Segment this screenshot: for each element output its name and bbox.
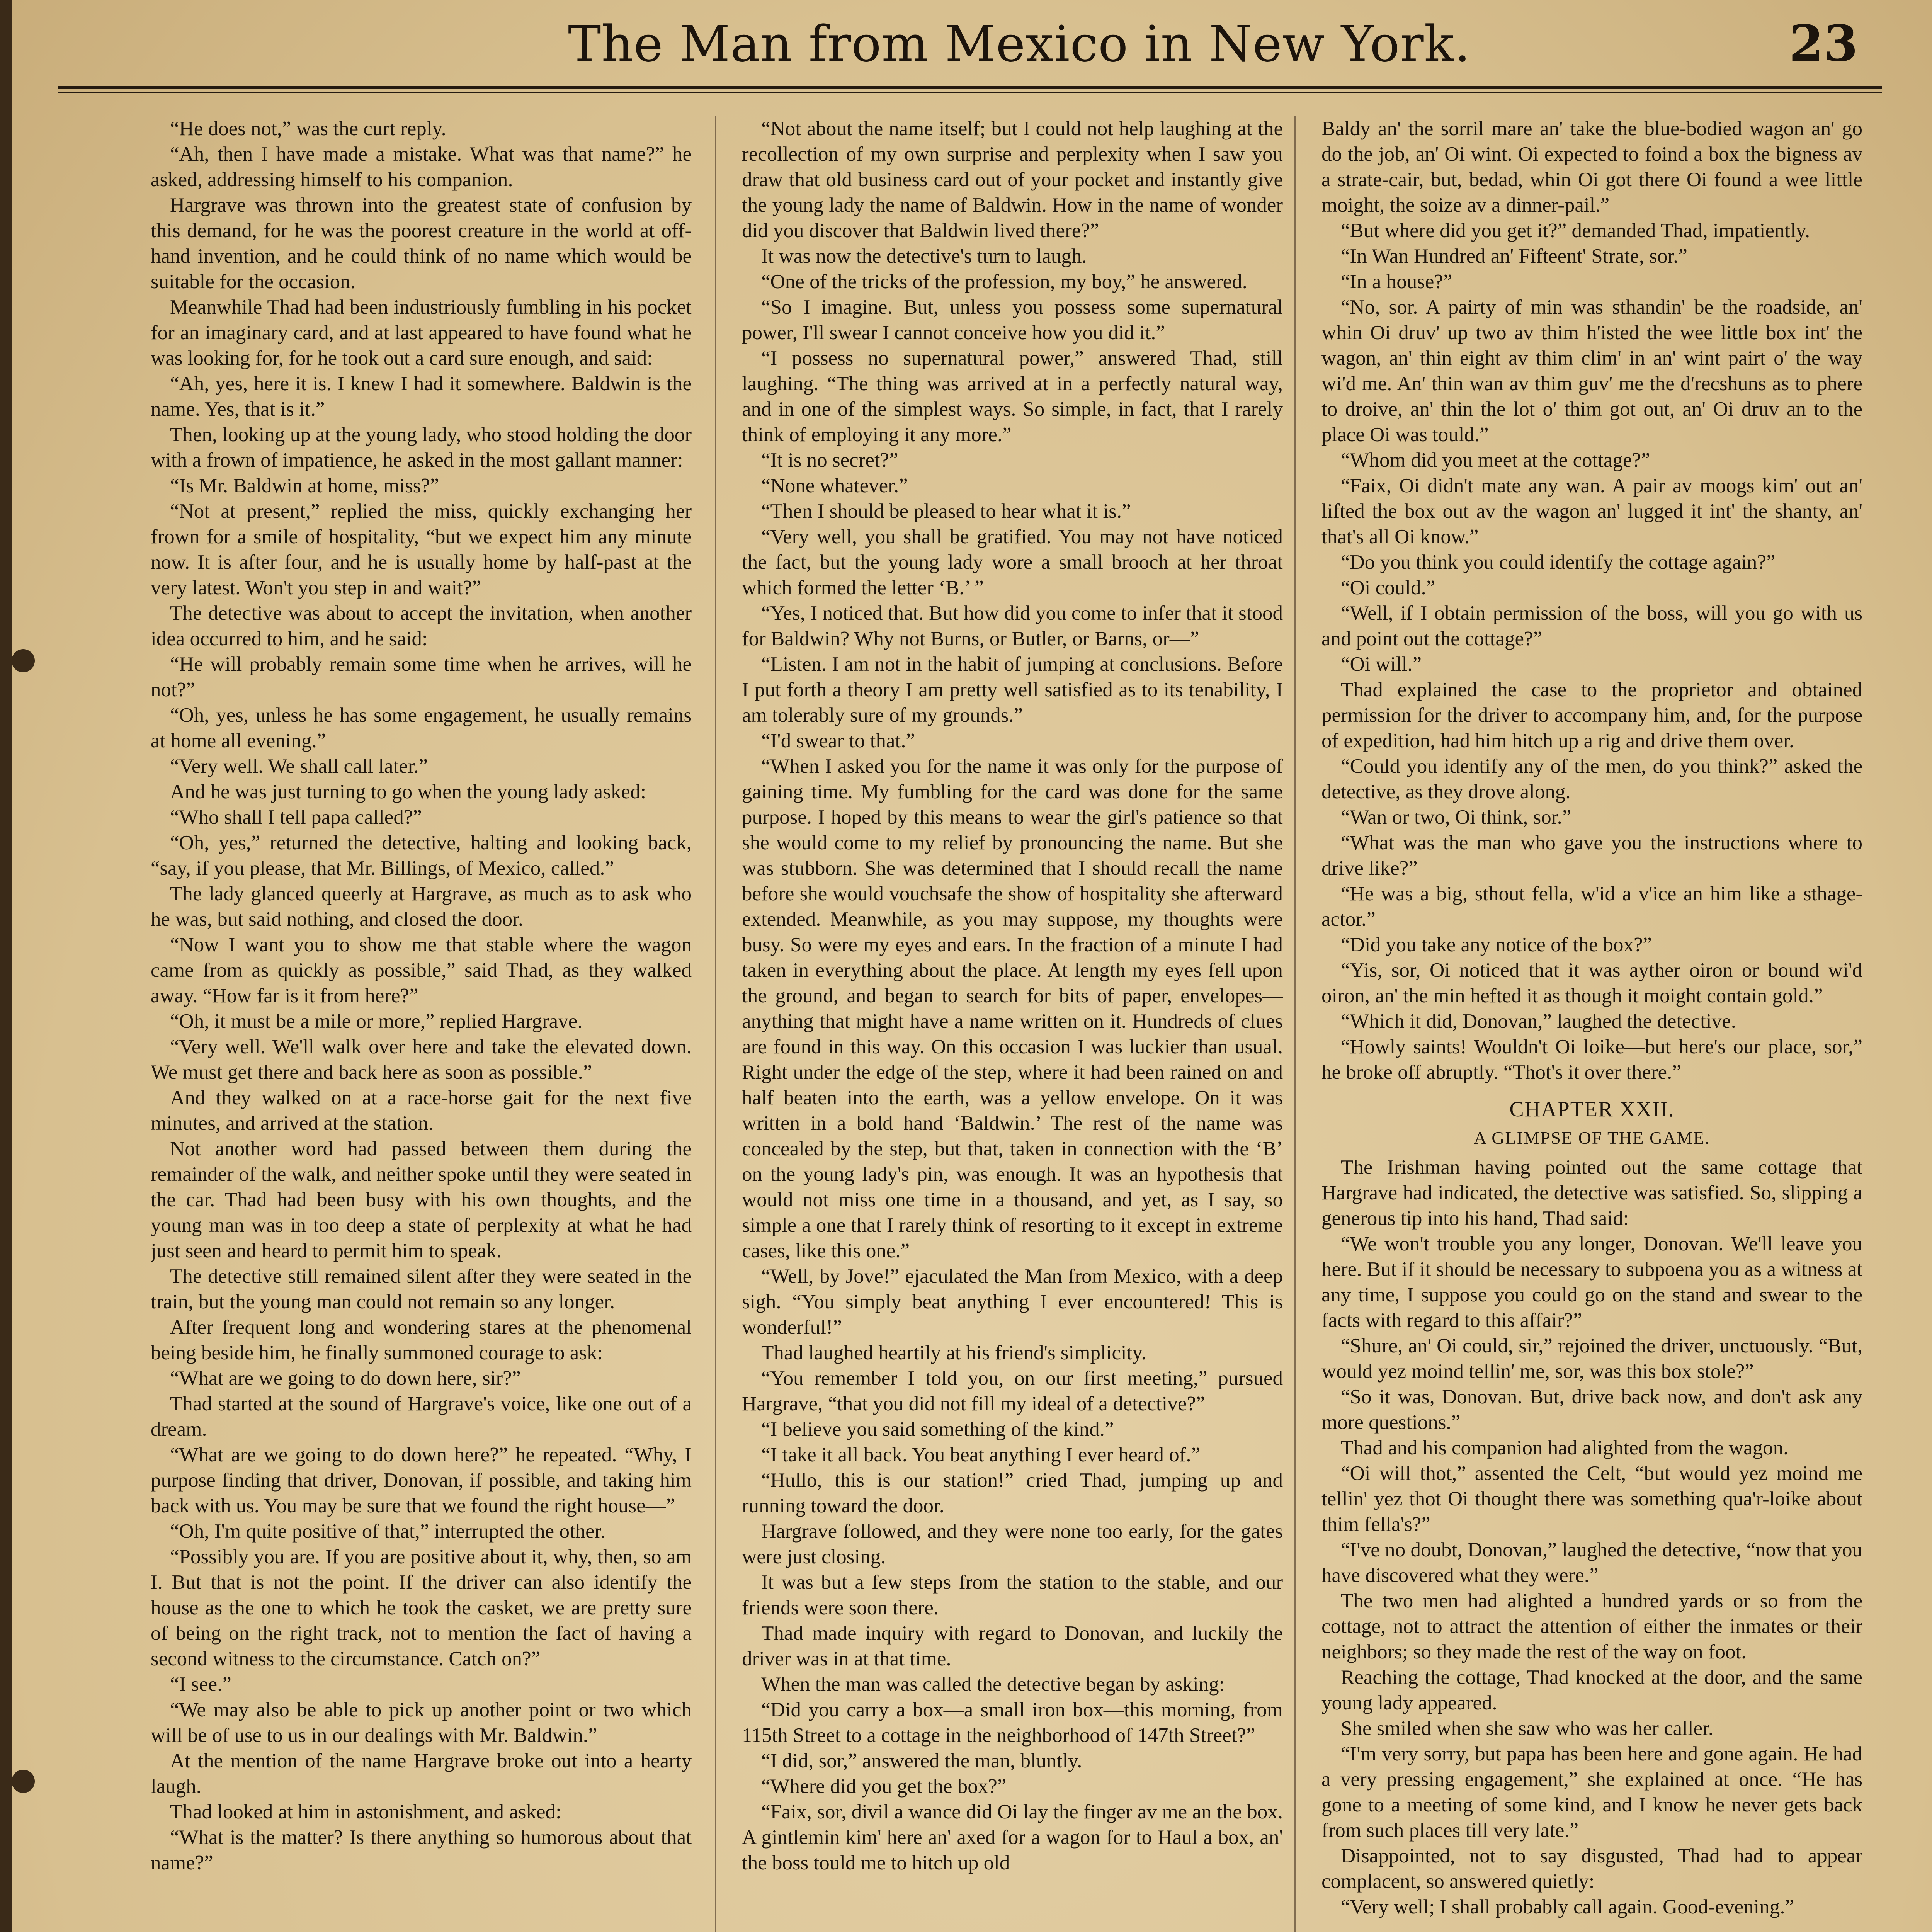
paragraph: “I believe you said something of the kind.”: [761, 1418, 1114, 1440]
paragraph: “Oh, yes,” returned the detective, halting and looking back, “say, if you please, that Mr. Billings, of Mexico, called.”: [151, 832, 692, 879]
paragraph: “Who shall I tell papa called?”: [170, 806, 422, 828]
paragraph: The lady glanced queerly at Hargrave, as much as to ask who he was, but said nothing, and closed the door.: [151, 883, 692, 930]
paragraph: “Oh, I'm quite positive of that,” interrupted the other.: [170, 1520, 605, 1543]
paragraph: Hargrave was thrown into the greatest state of confusion by this demand, for he was the poorest creature in the world at off-hand invention, and he could think of no name which would be suitable for the occasion.: [151, 194, 692, 293]
paragraph: “When I asked you for the name it was only for the purpose of gaining time. My fumbling for the card was done for the same purpose. I hoped by this means to wear the girl's patience so that she would come to my relief by pronouncing the name. But she was stubborn. She was determined that I should recall the name before she would vouchsafe the show of hospitality she afterward extended. Meanwhile, as you may suppose, my thoughts were busy. So were my eyes and ears. In the fraction of a minute I had taken in everything about the place. At length my eyes fell upon the ground, and began to search for bits of paper, envelopes—anything that might have a name written on it. Hundreds of clues are found in this way. On this occasion I was luckier than usual. Right under the edge of the step, where it had been rained on and half beaten into the earth, was a yellow envelope. On it was written in a bold hand ‘Baldwin.’ The rest of the name was concealed by the step, but that, taken in connection with the ‘B’ on the young lady's pin, was enough. It was an hypothesis that would not miss one time in a thousand, and yet, as I say, so simple a one that I rarely think of resorting to it except in extreme cases, like this one.”: [742, 755, 1283, 1262]
paragraph: “But where did you get it?” demanded Thad, impatiently.: [1341, 219, 1810, 242]
paragraph: It was but a few steps from the station to the stable, and our friends were soon there.: [742, 1571, 1283, 1619]
paragraph: “Faix, Oi didn't mate any wan. A pair av moogs kim' out an' lifted the box out av the wagon an' lugged it int' the shanty, an' that's all Oi know.”: [1321, 474, 1862, 548]
paragraph: “I take it all back. You beat anything I ever heard of.”: [761, 1444, 1201, 1466]
paragraph: “What is the matter? Is there anything so humorous about that name?”: [151, 1826, 692, 1874]
paragraph: “You remember I told you, on our first meeting,” pursued Hargrave, “that you did not fill my ideal of a detective?”: [742, 1367, 1283, 1415]
paragraph: “Which it did, Donovan,” laughed the detective.: [1341, 1010, 1736, 1032]
paragraph: “Not about the name itself; but I could not help laughing at the recollection of my own surprise and perplexity when I saw you draw that old business card out of your pocket and instantly give the young lady the name of Baldwin. How in the name of wonder did you discover that Baldwin lived there?”: [742, 117, 1283, 242]
paragraph: “Well, if I obtain permission of the boss, will you go with us and point out the cottage?”: [1321, 602, 1862, 650]
paragraph: “Yis, sor, Oi noticed that it was ayther oiron or bound wi'd oiron, an' the min hefted it as though it moight contain gold.”: [1321, 959, 1862, 1007]
paragraph: And they walked on at a race-horse gait for the next five minutes, and arrived at the station.: [151, 1087, 692, 1134]
paragraph: “Hullo, this is our station!” cried Thad, jumping up and running toward the door.: [742, 1469, 1283, 1517]
paragraph: “Ah, then I have made a mistake. What was that name?” he asked, addressing himself to his companion.: [151, 143, 692, 191]
paragraph: “So I imagine. But, unless you possess some supernatural power, I'll swear I cannot conceive how you did it.”: [742, 296, 1283, 344]
paragraph: Reaching the cottage, Thad knocked at the door, and the same young lady appeared.: [1321, 1666, 1862, 1714]
paragraph: “Yes, I noticed that. But how did you come to infer that it stood for Baldwin? Why not Burns, or Butler, or Barns, or—”: [742, 602, 1283, 650]
paragraph: “Where did you get the box?”: [761, 1775, 1007, 1798]
paragraph: “Listen. I am not in the habit of jumping at conclusions. Before I put forth a theory I am pretty well satisfied as to its tenability, I am tolerably sure of my grounds.”: [742, 653, 1283, 726]
paragraph: When the man was called the detective began by asking:: [761, 1673, 1225, 1696]
paragraph: Thad made inquiry with regard to Donovan, and luckily the driver was in at that time.: [742, 1622, 1283, 1670]
paragraph: The Irishman having pointed out the same cottage that Hargrave had indicated, the detective was satisfied. So, slipping a generous tip into his hand, Thad said:: [1321, 1156, 1862, 1230]
paragraph: “Oh, yes, unless he has some engagement, he usually remains at home all evening.”: [151, 704, 692, 752]
paragraph: “I see.”: [170, 1673, 231, 1696]
paragraph: “Oi will thot,” assented the Celt, “but would yez moind me tellin' yez thot Oi thought there was something qua'r-loike about thim fella's?”: [1321, 1462, 1862, 1536]
column-divider: [715, 116, 716, 1932]
paragraph: “I'm very sorry, but papa has been here and gone again. He had a very pressing engagement,” she explained at once. “He has gone to a meeting of some kind, and I know he never gets back from such places till very late.”: [1321, 1743, 1862, 1842]
paragraph: “Whom did you meet at the cottage?”: [1341, 449, 1650, 471]
paragraph: “Could you identify any of the men, do you think?” asked the detective, as they drove along.: [1321, 755, 1862, 803]
paragraph: “Now I want you to show me that stable where the wagon came from as quickly as possible,” said Thad, as they walked away. “How far is it from here?”: [151, 934, 692, 1007]
paragraph: “Did you take any notice of the box?”: [1341, 934, 1652, 956]
chapter-heading: CHAPTER XXII.: [1509, 1097, 1675, 1121]
paragraph: “Wan or two, Oi think, sor.”: [1341, 806, 1571, 828]
chapter-subtitle: A GLIMPSE OF THE GAME.: [1474, 1128, 1710, 1148]
paragraph: “It is no secret?”: [761, 449, 898, 471]
paragraph: Then, looking up at the young lady, who stood holding the door with a frown of impatience, he asked in the most gallant manner:: [151, 423, 692, 471]
paragraph: “None whatever.”: [761, 474, 908, 497]
paragraph: “In Wan Hundred an' Fifteent' Strate, sor.”: [1341, 245, 1687, 267]
paragraph: “One of the tricks of the profession, my boy,” he answered.: [761, 270, 1247, 293]
paragraph: It was now the detective's turn to laugh.: [761, 245, 1087, 267]
paragraph: “Very well; I shall probably call again. Good-evening.”: [1341, 1896, 1794, 1918]
paragraph: “Shure, an' Oi could, sir,” rejoined the driver, unctuously. “But, would yez moind tellin' me, sor, was this box stole?”: [1321, 1335, 1862, 1383]
paragraph: “What was the man who gave you the instructions where to drive like?”: [1321, 832, 1862, 879]
text-column-1: [151, 116, 692, 1932]
paragraph: “Howly saints! Wouldn't Oi loike—but here's our place, sor,” he broke off abruptly. “Thot's it over there.”: [1321, 1036, 1862, 1083]
paragraph: “Ah, yes, here it is. I knew I had it somewhere. Baldwin is the name. Yes, that is it.”: [151, 372, 692, 420]
paragraph: Hargrave followed, and they were none too early, for the gates were just closing.: [742, 1520, 1283, 1568]
paragraph: “He will probably remain some time when he arrives, will he not?”: [151, 653, 692, 701]
paragraph: “Then I should be pleased to hear what it is.”: [761, 500, 1131, 522]
paragraph: Thad and his companion had alighted from the wagon.: [1341, 1437, 1789, 1459]
paragraph: “I'd swear to that.”: [761, 730, 915, 752]
paragraph: Thad explained the case to the proprietor and obtained permission for the driver to accompany him, and, for the purpose of expedition, had him hitch up a rig and drive them over.: [1321, 679, 1862, 752]
paragraph: “No, sor. A pairty of min was sthandin' be the roadside, an' whin Oi druv' up two av thim h'isted the wee little box int' the wagon, an' thin eight av thim clim' in an' wint pairt o' the way wi'd me. An' thin wan av thim guv' me the d'recshuns as to phere to droive, an' thin the lot o' thim got out, an' Oi druv an to the place Oi was tould.”: [1321, 296, 1862, 446]
page-number: 23: [1789, 15, 1858, 73]
paragraph: She smiled when she saw who was her caller.: [1341, 1717, 1714, 1740]
text-column-2: [742, 116, 1283, 1932]
paragraph: “Well, by Jove!” ejaculated the Man from Mexico, with a deep sigh. “You simply beat anything I ever encountered! This is wonderful!”: [742, 1265, 1283, 1338]
binding-hole: [12, 649, 35, 672]
header-rule: [58, 86, 1882, 89]
paragraph: “He was a big, sthout fella, w'id a v'ice an him like a sthage-actor.”: [1321, 883, 1862, 930]
paragraph: At the mention of the name Hargrave broke out into a hearty laugh.: [151, 1750, 692, 1798]
column-divider: [1294, 116, 1296, 1932]
paragraph: Not another word had passed between them during the remainder of the walk, and neither spoke until they were seated in the car. Thad had been busy with his own thoughts, and the young man was in too deep a state of perplexity at what he had just seen and heard to permit him to speak.: [151, 1138, 692, 1262]
paragraph: “I did, sor,” answered the man, bluntly.: [761, 1750, 1082, 1772]
paragraph: “Oh, it must be a mile or more,” replied Hargrave.: [170, 1010, 583, 1032]
paragraph: “Do you think you could identify the cottage again?”: [1341, 551, 1776, 573]
paragraph: Thad started at the sound of Hargrave's voice, like one out of a dream.: [151, 1393, 692, 1440]
paragraph: Baldy an' the sorril mare an' take the blue-bodied wagon an' go do the job, an' Oi wint. Oi expected to foind a box the bigness av a strate-cair, but, bedad, whin Oi got there Oi found a wee little moight, the soize av a dinner-pail.”: [1321, 117, 1862, 216]
paragraph: And he was just turning to go when the young lady asked:: [170, 781, 646, 803]
paragraph: The detective still remained silent after they were seated in the train, but the young man could not remain so any longer.: [151, 1265, 692, 1313]
paragraph: “I've no doubt, Donovan,” laughed the detective, “now that you have discovered what they were.”: [1321, 1539, 1862, 1587]
paragraph: “Faix, sor, divil a wance did Oi lay the finger av me an the box. A gintlemin kim' here an' axed for a wagon for to Haul a box, an' the boss tould me to hitch up old: [742, 1801, 1283, 1874]
paragraph: Thad laughed heartily at his friend's simplicity.: [761, 1342, 1146, 1364]
paragraph: “Possibly you are. If you are positive about it, why, then, so am I. But that is not the point. If the driver can also identify the house as the one to which he took the casket, we are pretty sure of being on the right track, not to mention the fact of having a second witness to the circumstance. Catch on?”: [151, 1546, 692, 1670]
paragraph: “We may also be able to pick up another point or two which will be of use to us in our dealings with Mr. Baldwin.”: [151, 1699, 692, 1747]
paragraph: “So it was, Donovan. But, drive back now, and don't ask any more questions.”: [1321, 1386, 1862, 1434]
paragraph: “Not at present,” replied the miss, quickly exchanging her frown for a smile of hospitality, “but we expect him any minute now. It is after four, and he is usually home by half-past at the very latest. Won't you step in and wait?”: [151, 500, 692, 599]
page-header: [12, 0, 1932, 97]
paragraph: “Oi could.”: [1341, 577, 1435, 599]
paragraph: “What are we going to do down here, sir?”: [170, 1367, 521, 1389]
paragraph: “I possess no supernatural power,” answered Thad, still laughing. “The thing was arrived at in a perfectly natural way, and in one of the simplest ways. So simple, in fact, that I rarely think of employing it any more.”: [742, 347, 1283, 446]
paragraph: “We won't trouble you any longer, Donovan. We'll leave you here. But if it should be necessary to subpoena you as a witness at any time, I suppose you could go on the stand and swear to the facts with regard to this affair?”: [1321, 1233, 1862, 1332]
paragraph: “In a house?”: [1341, 270, 1452, 293]
binding-hole: [12, 1770, 35, 1793]
header-rule-thin: [58, 92, 1882, 93]
paragraph: Meanwhile Thad had been industriously fumbling in his pocket for an imaginary card, and at last appeared to have found what he was looking for, for he took out a card sure enough, and said:: [151, 296, 692, 369]
text-column-3: [1321, 116, 1862, 1932]
paragraph: “Very well. We'll walk over here and take the elevated down. We must get there and back here as soon as possible.”: [151, 1036, 692, 1083]
paragraph: “Very well. We shall call later.”: [170, 755, 428, 777]
paragraph: Disappointed, not to say disgusted, Thad had to appear complacent, so answered quietly:: [1321, 1845, 1862, 1893]
paragraph: The detective was about to accept the invitation, when another idea occurred to him, and he said:: [151, 602, 692, 650]
running-title: The Man from Mexico in New York.: [568, 15, 1471, 73]
paragraph: Thad looked at him in astonishment, and asked:: [170, 1801, 561, 1823]
paragraph: “What are we going to do down here?” he repeated. “Why, I purpose finding that driver, Donovan, if possible, and taking him back with us. You may be sure that we found the right house—”: [151, 1444, 692, 1517]
paragraph: After frequent long and wondering stares at the phenomenal being beside him, he finally summoned courage to ask:: [151, 1316, 692, 1364]
paragraph: “Oi will.”: [1341, 653, 1422, 675]
magazine-page: [12, 0, 1932, 1932]
paragraph: The two men had alighted a hundred yards or so from the cottage, not to attract the attention of either the inmates or their neighbors; so they made the rest of the way on foot.: [1321, 1590, 1862, 1663]
paragraph: “Is Mr. Baldwin at home, miss?”: [170, 474, 439, 497]
paragraph: “Very well, you shall be gratified. You may not have noticed the fact, but the young lady wore a small brooch at her throat which formed the letter ‘B.’ ”: [742, 526, 1283, 599]
paragraph: “Did you carry a box—a small iron box—this morning, from 115th Street to a cottage in the neighborhood of 147th Street?”: [742, 1699, 1283, 1747]
paragraph: “He does not,” was the curt reply.: [170, 117, 446, 140]
